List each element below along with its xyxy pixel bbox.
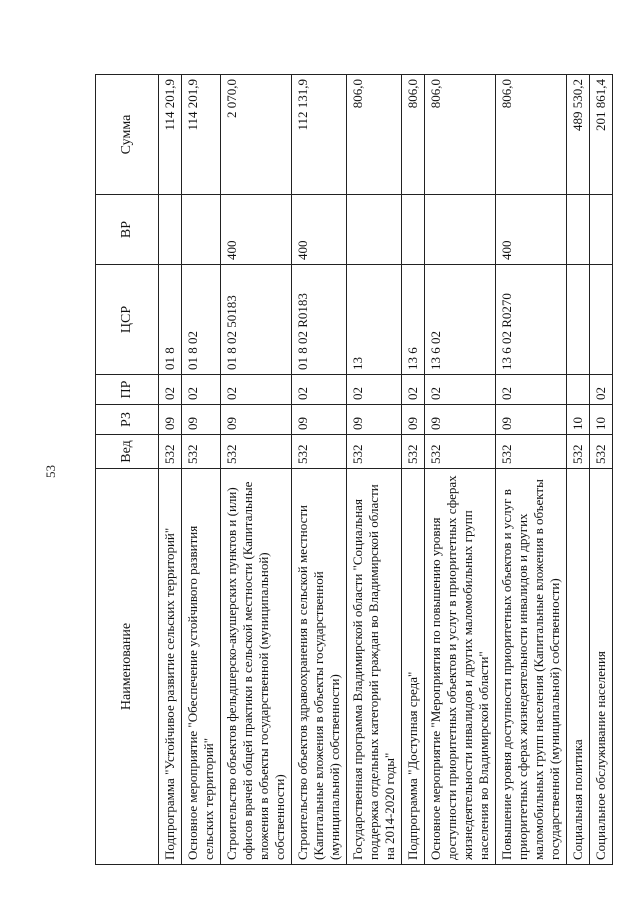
header-rz: РЗ (96, 405, 159, 435)
cell-vr (182, 195, 221, 265)
cell-name: Повышение уровня доступности приоритетных объектов и услуг в приоритетных сферах жизнедеятельности инвалидов и других маломобильных групп населения (Капитальные вложения в объекты государственной (муниципальной) собственности) (496, 469, 567, 865)
cell-rz: 09 (292, 405, 347, 435)
cell-name: Государственная программа Владимирской области "Социальная поддержка отдельных категорий граждан во Владимирской области на 2014-2020 годы" (347, 469, 402, 865)
budget-table (95, 74, 613, 865)
cell-ved: 532 (292, 435, 347, 469)
cell-name: Социальная политика (567, 469, 590, 865)
table-header-row (96, 75, 159, 865)
cell-sum: 114 201,9 (159, 75, 182, 195)
cell-rz: 09 (347, 405, 402, 435)
cell-pr: 02 (425, 375, 496, 405)
cell-pr: 02 (221, 375, 292, 405)
table-row (221, 75, 292, 865)
cell-pr: 02 (292, 375, 347, 405)
cell-rz: 10 (590, 405, 613, 435)
cell-vr (402, 195, 425, 265)
rotated-page (95, 75, 608, 865)
header-pr: ПР (96, 375, 159, 405)
cell-csr: 01 8 02 (182, 265, 221, 375)
cell-vr (590, 195, 613, 265)
cell-sum: 806,0 (425, 75, 496, 195)
table-row (590, 75, 613, 865)
header-name: Наименование (96, 469, 159, 865)
cell-name: Строительство объектов здравоохранения в сельской местности (Капитальные вложения в объекты государственной (муниципальной) собственности) (292, 469, 347, 865)
cell-name: Подпрограмма "Доступная среда" (402, 469, 425, 865)
cell-sum: 114 201,9 (182, 75, 221, 195)
table-row (496, 75, 567, 865)
cell-sum: 112 131,9 (292, 75, 347, 195)
cell-pr: 02 (496, 375, 567, 405)
cell-csr (567, 265, 590, 375)
table-row (402, 75, 425, 865)
table-row (182, 75, 221, 865)
cell-pr: 02 (182, 375, 221, 405)
header-csr: ЦСР (96, 265, 159, 375)
cell-ved: 532 (425, 435, 496, 469)
cell-sum: 201 861,4 (590, 75, 613, 195)
cell-pr: 02 (590, 375, 613, 405)
cell-vr (425, 195, 496, 265)
table-row (292, 75, 347, 865)
table-row (567, 75, 590, 865)
cell-pr: 02 (402, 375, 425, 405)
cell-ved: 532 (590, 435, 613, 469)
cell-sum: 806,0 (347, 75, 402, 195)
cell-ved: 532 (402, 435, 425, 469)
cell-rz: 09 (402, 405, 425, 435)
cell-csr: 13 6 (402, 265, 425, 375)
cell-ved: 532 (182, 435, 221, 469)
cell-csr: 13 6 02 R0270 (496, 265, 567, 375)
cell-name: Социальное обслуживание населения (590, 469, 613, 865)
cell-ved: 532 (496, 435, 567, 469)
cell-pr (567, 375, 590, 405)
cell-vr: 400 (221, 195, 292, 265)
cell-rz: 09 (159, 405, 182, 435)
cell-name: Подпрограмма "Устойчивое развитие сельских территорий" (159, 469, 182, 865)
cell-csr: 01 8 02 50183 (221, 265, 292, 375)
table-row (347, 75, 402, 865)
cell-csr: 01 8 (159, 265, 182, 375)
cell-rz: 10 (567, 405, 590, 435)
table-row (159, 75, 182, 865)
cell-rz: 09 (182, 405, 221, 435)
cell-csr: 13 (347, 265, 402, 375)
cell-csr: 01 8 02 R0183 (292, 265, 347, 375)
cell-name: Основное мероприятие "Обеспечение устойчивого развития сельских территорий" (182, 469, 221, 865)
cell-rz: 09 (221, 405, 292, 435)
page-number: 53 (43, 465, 58, 478)
cell-sum: 2 070,0 (221, 75, 292, 195)
cell-vr: 400 (496, 195, 567, 265)
cell-pr: 02 (159, 375, 182, 405)
header-ved: Вед (96, 435, 159, 469)
cell-name: Строительство объектов фельдшерско-акушерских пунктов и (или) офисов врачей общей практики в сельской местности (Капитальные вложения в объекты государственной (муниципальной) собственности) (221, 469, 292, 865)
cell-csr: 13 6 02 (425, 265, 496, 375)
header-vr: ВР (96, 195, 159, 265)
cell-sum: 806,0 (496, 75, 567, 195)
cell-vr (567, 195, 590, 265)
cell-csr (590, 265, 613, 375)
cell-ved: 532 (221, 435, 292, 469)
cell-vr (159, 195, 182, 265)
cell-rz: 09 (425, 405, 496, 435)
cell-sum: 489 530,2 (567, 75, 590, 195)
table-row (425, 75, 496, 865)
cell-name: Основное мероприятие "Мероприятия по повышению уровня доступности приоритетных объектов и услуг в приоритетных сферах жизнедеятельности инвалидов и других маломобильных групп населения во Владимирской области" (425, 469, 496, 865)
cell-ved: 532 (159, 435, 182, 469)
cell-rz: 09 (496, 405, 567, 435)
cell-sum: 806,0 (402, 75, 425, 195)
cell-ved: 532 (347, 435, 402, 469)
cell-pr: 02 (347, 375, 402, 405)
cell-vr (347, 195, 402, 265)
header-sum: Сумма (96, 75, 159, 195)
cell-vr: 400 (292, 195, 347, 265)
cell-ved: 532 (567, 435, 590, 469)
